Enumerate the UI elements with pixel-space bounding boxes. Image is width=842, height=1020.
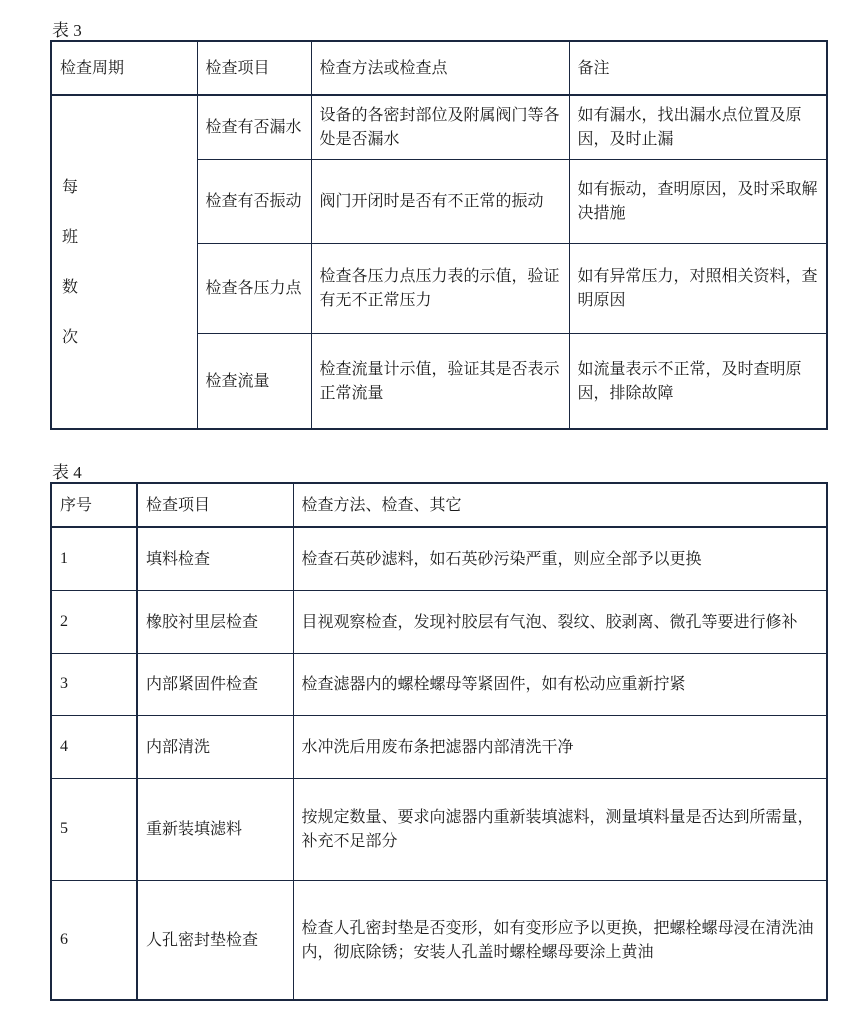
item-cell: 内部紧固件检查 [137, 653, 293, 715]
method-cell: 设备的各密封部位及附属阀门等各处是否漏水 [311, 95, 569, 159]
header-cell: 序号 [51, 483, 137, 527]
inspection-table-3 [50, 40, 828, 430]
row-number: 3 [51, 653, 137, 715]
period-char: 每 [62, 177, 79, 196]
table-row [51, 715, 827, 778]
header-cell: 检查项目 [197, 41, 311, 95]
item-cell: 填料检查 [137, 527, 293, 590]
table-header-row [51, 41, 827, 95]
table-row [51, 95, 827, 159]
row-number: 6 [51, 880, 137, 1000]
method-cell: 阀门开闭时是否有不正常的振动 [311, 159, 569, 243]
row-number: 4 [51, 715, 137, 778]
period-cell [51, 95, 197, 429]
item-cell: 检查有否漏水 [197, 95, 311, 159]
table-header-row [51, 483, 827, 527]
item-cell: 橡胶衬里层检查 [137, 590, 293, 653]
row-number: 1 [51, 527, 137, 590]
note-cell: 如有异常压力，对照相关资料，查明原因 [569, 243, 827, 333]
note-cell: 如有振动，查明原因，及时采取解决措施 [569, 159, 827, 243]
table-row [51, 880, 827, 1000]
item-cell: 人孔密封垫检查 [137, 880, 293, 1000]
table3-caption: 表 3 [52, 21, 82, 40]
header-cell: 备注 [569, 41, 827, 95]
item-cell: 检查各压力点 [197, 243, 311, 333]
table-row [51, 527, 827, 590]
method-cell: 检查石英砂滤料，如石英砂污染严重，则应全部予以更换 [293, 527, 827, 590]
item-cell: 检查流量 [197, 333, 311, 429]
item-cell: 内部清洗 [137, 715, 293, 778]
period-char: 次 [62, 327, 79, 346]
header-cell: 检查周期 [51, 41, 197, 95]
table4-caption: 表 4 [52, 463, 82, 482]
row-number: 5 [51, 778, 137, 880]
table-row [51, 590, 827, 653]
method-cell: 按规定数量、要求向滤器内重新装填滤料，测量填料量是否达到所需量，补充不足部分 [293, 778, 827, 880]
inspection-table-4 [50, 482, 828, 1001]
method-cell: 检查滤器内的螺栓螺母等紧固件，如有松动应重新拧紧 [293, 653, 827, 715]
table-row [51, 778, 827, 880]
item-cell: 重新装填滤料 [137, 778, 293, 880]
method-cell: 检查流量计示值，验证其是否表示正常流量 [311, 333, 569, 429]
table-row [51, 653, 827, 715]
method-cell: 检查人孔密封垫是否变形，如有变形应予以更换，把螺栓螺母浸在清洗油内，彻底除锈；安装人孔盖时螺栓螺母要涂上黄油 [293, 880, 827, 1000]
item-cell: 检查有否振动 [197, 159, 311, 243]
period-char: 数 [62, 277, 79, 296]
header-cell: 检查方法或检查点 [311, 41, 569, 95]
header-cell: 检查项目 [137, 483, 293, 527]
period-char: 班 [62, 227, 79, 246]
header-cell: 检查方法、检查、其它 [293, 483, 827, 527]
method-cell: 检查各压力点压力表的示值，验证有无不正常压力 [311, 243, 569, 333]
method-cell: 目视观察检查，发现衬胶层有气泡、裂纹、胶剥离、微孔等要进行修补 [293, 590, 827, 653]
note-cell: 如流量表示不正常，及时查明原因，排除故障 [569, 333, 827, 429]
row-number: 2 [51, 590, 137, 653]
method-cell: 水冲洗后用废布条把滤器内部清洗干净 [293, 715, 827, 778]
note-cell: 如有漏水，找出漏水点位置及原因，及时止漏 [569, 95, 827, 159]
